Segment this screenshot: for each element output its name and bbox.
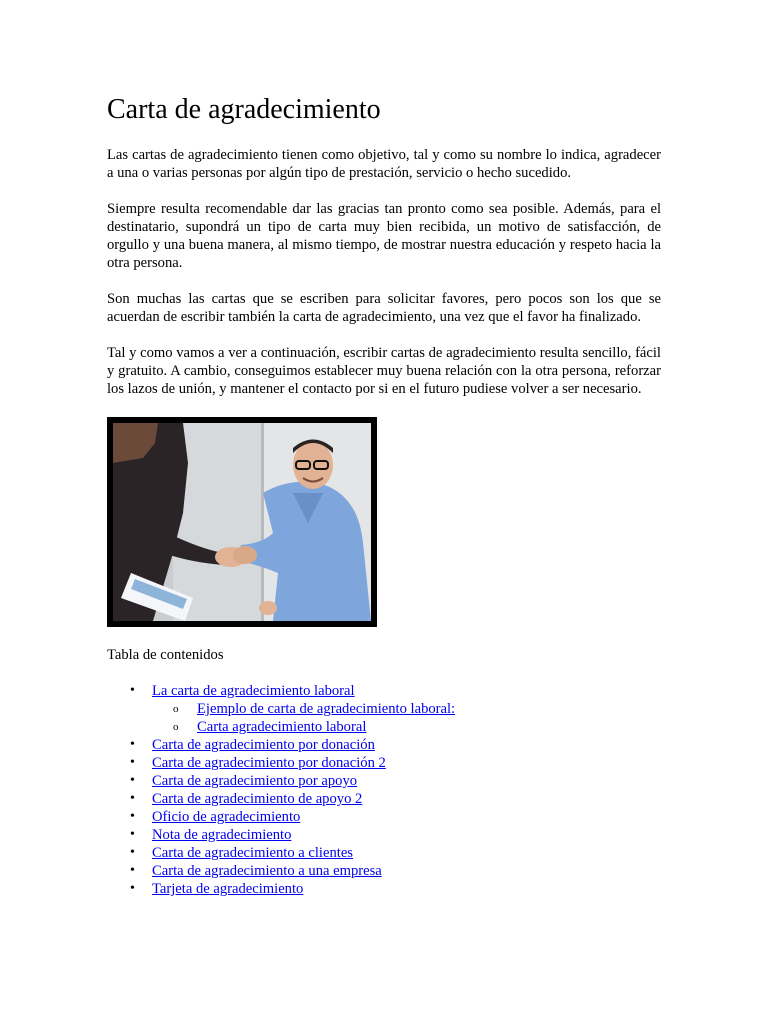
paragraph-recommendation: Siempre resulta recomendable dar las gracias tan pronto como sea posible. Además, para el destinatario, supondrá un tipo de carta muy bien recibida, un motivo de satisfacción, de orgullo y una buena manera, al mismo tiempo, de mostrar nuestra educación y respeto hacia la otra persona.	[107, 201, 661, 271]
toc-sublist	[152, 700, 661, 736]
toc-link-empresa[interactable]: Carta de agradecimiento a una empresa	[152, 863, 382, 879]
toc-link-por-apoyo[interactable]: Carta de agradecimiento por apoyo	[152, 773, 358, 789]
toc-link-tarjeta[interactable]: Tarjeta de agradecimiento	[152, 881, 304, 897]
document-content	[107, 92, 661, 898]
toc-item	[152, 880, 661, 898]
toc-item	[152, 862, 661, 880]
page-title: Carta de agradecimiento	[107, 94, 381, 125]
toc-link-clientes[interactable]: Carta de agradecimiento a clientes	[152, 845, 353, 861]
toc-item	[152, 682, 661, 736]
toc-subitem	[197, 718, 661, 736]
toc-title: Tabla de contenidos	[107, 647, 224, 663]
toc-link-carta-laboral[interactable]: La carta de agradecimiento laboral	[152, 683, 355, 699]
toc-subitem	[197, 700, 661, 718]
toc-link-por-donacion-2[interactable]: Carta de agradecimiento por donación 2	[152, 755, 386, 771]
toc-link-de-apoyo-2[interactable]: Carta de agradecimiento de apoyo 2	[152, 791, 363, 807]
toc-item	[152, 790, 661, 808]
toc-link-carta-agradecimiento-laboral[interactable]: Carta agradecimiento laboral	[197, 719, 367, 735]
toc-link-nota[interactable]: Nota de agradecimiento	[152, 827, 292, 843]
paragraph-intro: Las cartas de agradecimiento tienen como objetivo, tal y como su nombre lo indica, agradecer a una o varias personas por algún tipo de prestación, servicio o hecho sucedido.	[107, 147, 661, 181]
paragraph-favors: Son muchas las cartas que se escriben para solicitar favores, pero pocos son los que se acuerdan de escribir también la carta de agradecimiento, una vez que el favor ha finalizado.	[107, 291, 661, 325]
table-of-contents	[107, 682, 661, 898]
handshake-illustration	[113, 423, 371, 621]
toc-link-oficio[interactable]: Oficio de agradecimiento	[152, 809, 301, 825]
toc-link-ejemplo-laboral[interactable]: Ejemplo de carta de agradecimiento laboral:	[197, 701, 456, 717]
toc-item	[152, 736, 661, 754]
toc-item	[152, 808, 661, 826]
toc-link-por-donacion[interactable]: Carta de agradecimiento por donación	[152, 737, 375, 753]
toc-item	[152, 772, 661, 790]
paragraph-benefits: Tal y como vamos a ver a continuación, escribir cartas de agradecimiento resulta sencillo, fácil y gratuito. A cambio, conseguimos establecer muy buena relación con la otra persona, reforzar los lazos de unión, y mantener el contacto por si en el futuro pudiese volver a ser necesario.	[107, 345, 661, 397]
handshake-photo	[107, 417, 377, 627]
toc-item	[152, 844, 661, 862]
toc-item	[152, 754, 661, 772]
toc-item	[152, 826, 661, 844]
